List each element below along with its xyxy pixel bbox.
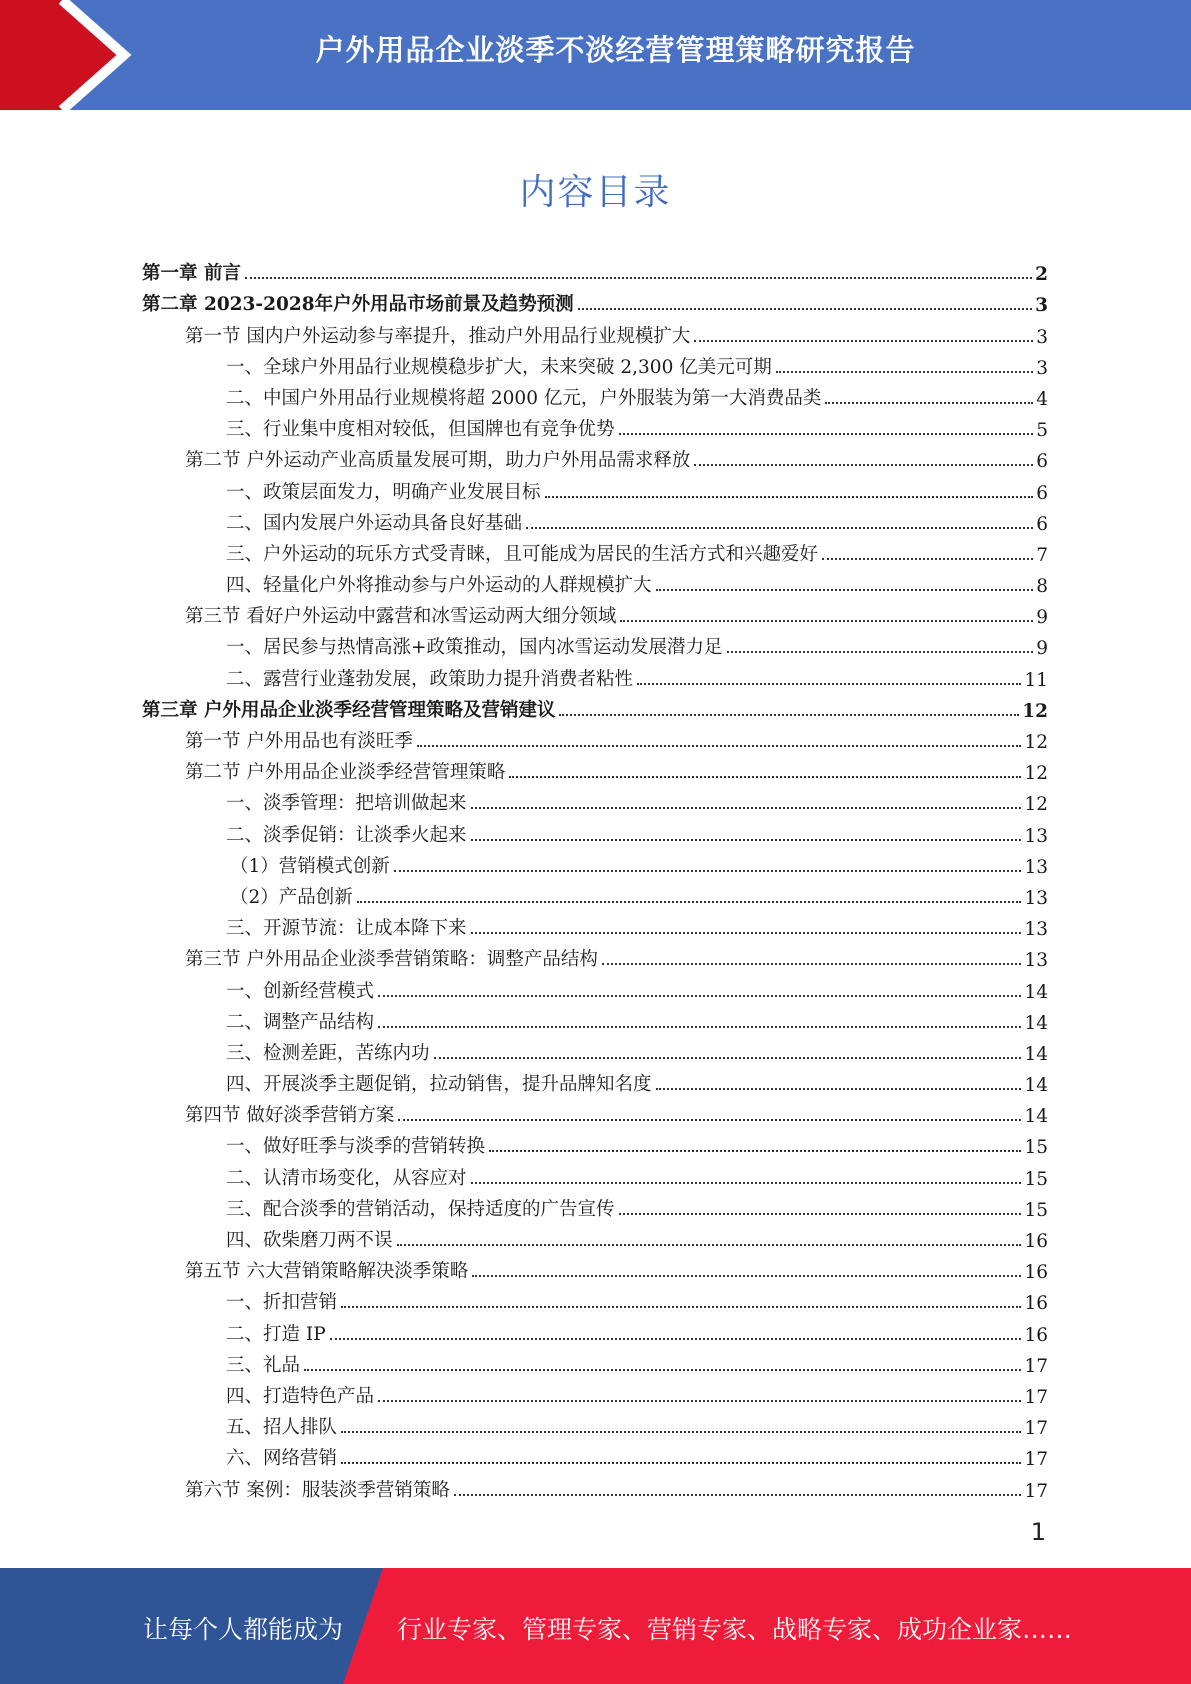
toc-entry-page: 5: [1036, 420, 1048, 442]
toc-entry-page: 16: [1024, 1231, 1048, 1252]
toc-entry-text: 一、政策层面发力，明确产业发展目标: [226, 481, 541, 503]
toc-entry-text: 四、轻量化户外将推动参与户外运动的人群规模扩大: [226, 575, 652, 597]
toc-entry-page: 3: [1036, 326, 1048, 348]
toc-entry-text: 第二章 2023-2028年户外用品市场前景及趋势预测: [142, 294, 574, 316]
toc-entry[interactable]: [142, 691, 1048, 722]
toc-entry[interactable]: [142, 1439, 1048, 1470]
toc-entry-page: 13: [1024, 919, 1048, 941]
toc-leader-dots: [619, 1213, 1022, 1215]
toc-entry-page: 7: [1036, 544, 1048, 566]
toc-leader-dots: [378, 1026, 1021, 1028]
toc-leader-dots: [330, 1338, 1022, 1340]
toc-entry-page: 2: [1035, 264, 1048, 286]
toc-entry-page: 17: [1024, 1449, 1048, 1471]
toc-entry-page: 9: [1036, 638, 1048, 660]
toc-leader-dots: [472, 1275, 1021, 1277]
toc-entry-text: 二、调整产品结构: [226, 1011, 375, 1033]
toc-entry[interactable]: [142, 379, 1048, 410]
toc-leader-dots: [619, 433, 1034, 435]
toc-entry-page: 14: [1024, 1043, 1048, 1065]
toc-entry-text: 一、居民参与热情高涨+政策推动，国内冰雪运动发展潜力足: [226, 637, 723, 659]
toc-entry-text: 三、行业集中度相对较低，但国牌也有竞争优势: [226, 419, 615, 441]
toc-entry-page: 4: [1036, 388, 1048, 410]
toc-entry-text: 一、创新经营模式: [226, 980, 375, 1002]
toc-leader-dots: [471, 807, 1022, 809]
toc-entry[interactable]: [142, 1346, 1048, 1377]
toc-leader-dots: [509, 776, 1021, 778]
toc-entry[interactable]: [142, 1221, 1048, 1252]
toc-entry-text: 第一章 前言: [142, 263, 241, 285]
toc-entry-text: 第六节 案例：服装淡季营销策略: [185, 1479, 450, 1501]
toc-entry-text: （1）营销模式创新: [230, 855, 390, 877]
toc-entry-text: 四、砍柴磨刀两不误: [226, 1230, 393, 1251]
chevron-arrow-icon: [0, 0, 160, 110]
toc-entry-page: 3: [1036, 357, 1048, 379]
toc-entry-page: 13: [1024, 825, 1048, 847]
toc-entry[interactable]: [142, 1034, 1048, 1065]
toc-entry[interactable]: [142, 815, 1048, 846]
toc-leader-dots: [397, 1244, 1022, 1246]
toc-leader-dots: [620, 620, 1033, 622]
toc-entry[interactable]: [142, 659, 1048, 690]
toc-entry[interactable]: [142, 1127, 1048, 1158]
toc-leader-dots: [694, 340, 1033, 342]
toc-entry[interactable]: [142, 1065, 1048, 1096]
toc-entry[interactable]: [142, 1314, 1048, 1345]
toc-entry[interactable]: [142, 878, 1048, 909]
toc-entry-page: 15: [1024, 1199, 1048, 1221]
toc-entry-page: 6: [1036, 513, 1048, 535]
toc-entry-text: 二、中国户外用品行业规模将超 2000 亿元，户外服装为第一大消费品类: [226, 387, 822, 409]
toc-entry-text: 第二节 户外用品企业淡季经营管理策略: [185, 762, 506, 784]
toc-leader-dots: [417, 745, 1022, 747]
toc-leader-dots: [471, 1182, 1022, 1184]
toc-entry[interactable]: [142, 940, 1048, 971]
toc-entry-page: 12: [1022, 700, 1048, 722]
toc-entry[interactable]: [142, 628, 1048, 659]
toc-leader-dots: [656, 1088, 1022, 1090]
toc-entry-page: 14: [1024, 981, 1048, 1003]
toc-entry-text: 一、折扣营销: [226, 1292, 338, 1314]
toc-entry-page: 8: [1036, 576, 1048, 598]
toc-entry-text: 三、户外运动的玩乐方式受青睐，且可能成为居民的生活方式和兴趣爱好: [226, 543, 819, 565]
toc-entry[interactable]: [142, 722, 1048, 753]
toc-entry[interactable]: [142, 847, 1048, 878]
toc-entry-page: 14: [1024, 1012, 1048, 1034]
footer-slogan-right: 行业专家、管理专家、营销专家、战略专家、成功企业家……: [397, 1615, 1073, 1644]
toc-entry-text: 四、打造特色产品: [226, 1385, 375, 1407]
toc-leader-dots: [434, 1057, 1022, 1059]
table-of-contents: [142, 254, 1048, 1502]
toc-entry-text: 四、开展淡季主题促销，拉动销售，提升品牌知名度: [226, 1074, 652, 1096]
toc-leader-dots: [398, 1119, 1021, 1121]
toc-entry-text: （2）产品创新: [230, 886, 353, 908]
toc-entry[interactable]: [142, 784, 1048, 815]
toc-leader-dots: [394, 870, 1022, 872]
toc-entry-text: 一、全球户外用品行业规模稳步扩大，未来突破 2,300 亿美元可期: [226, 356, 772, 378]
toc-entry-text: 第五节 六大营销策略解决淡季策略: [185, 1261, 469, 1283]
toc-entry-page: 14: [1024, 1106, 1048, 1128]
toc-entry-text: 二、国内发展户外运动具备良好基础: [226, 512, 523, 534]
toc-leader-dots: [656, 589, 1034, 591]
toc-leader-dots: [378, 1400, 1021, 1402]
toc-entry[interactable]: [142, 1283, 1048, 1314]
toc-entry-page: 17: [1024, 1418, 1048, 1440]
toc-entry[interactable]: [142, 535, 1048, 566]
toc-entry-text: 第二节 户外运动产业高质量发展可期，助力户外用品需求释放: [185, 450, 691, 472]
toc-entry-page: 16: [1024, 1324, 1048, 1346]
toc-leader-dots: [578, 308, 1033, 310]
toc-entry-page: 9: [1036, 607, 1048, 629]
toc-entry-text: 一、淡季管理：把培训做起来: [226, 793, 467, 815]
toc-leader-dots: [341, 1306, 1021, 1308]
toc-leader-dots: [304, 1369, 1021, 1371]
toc-entry[interactable]: [142, 1252, 1048, 1283]
toc-entry-page: 14: [1024, 1075, 1048, 1097]
toc-leader-dots: [825, 402, 1033, 404]
toc-entry-text: 二、露营行业蓬勃发展，政策助力提升消费者粘性: [226, 668, 634, 690]
toc-entry-text: 第三章 户外用品企业淡季经营管理策略及营销建议: [142, 699, 556, 721]
toc-entry-page: 12: [1024, 794, 1048, 816]
toc-entry-page: 15: [1024, 1137, 1048, 1159]
toc-entry[interactable]: [142, 1470, 1048, 1501]
toc-entry[interactable]: [142, 472, 1048, 503]
toc-entry-text: 五、招人排队: [226, 1417, 338, 1439]
toc-entry-text: 三、开源节流：让成本降下来: [226, 918, 467, 940]
toc-entry-page: 16: [1024, 1293, 1048, 1315]
toc-entry-text: 二、淡季促销：让淡季火起来: [226, 824, 467, 846]
toc-leader-dots: [545, 496, 1034, 498]
toc-entry-text: 三、配合淡季的营销活动，保持适度的广告宣传: [226, 1198, 615, 1220]
toc-entry-text: 第四节 做好淡季营销方案: [185, 1105, 395, 1127]
footer-banner: [0, 1568, 1191, 1684]
toc-entry-page: 12: [1024, 732, 1048, 753]
toc-entry-page: 15: [1024, 1168, 1048, 1190]
toc-entry-text: 第一节 户外用品也有淡旺季: [185, 731, 413, 752]
toc-leader-dots: [454, 1494, 1022, 1496]
toc-entry-text: 三、检测差距，苦练内功: [226, 1042, 430, 1064]
toc-title: 内容目录: [519, 172, 672, 213]
toc-entry-text: 一、做好旺季与淡季的营销转换: [226, 1136, 486, 1158]
toc-leader-dots: [776, 371, 1033, 373]
report-title: 户外用品企业淡季不淡经营管理策略研究报告: [315, 33, 916, 67]
toc-entry-page: 13: [1024, 856, 1048, 878]
toc-leader-dots: [471, 839, 1022, 841]
toc-leader-dots: [526, 527, 1033, 529]
toc-entry[interactable]: [142, 971, 1048, 1002]
toc-entry-text: 三、礼品: [226, 1354, 301, 1376]
toc-entry-page: 17: [1024, 1355, 1048, 1377]
toc-entry[interactable]: [142, 504, 1048, 535]
toc-entry-page: 11: [1024, 669, 1048, 691]
toc-entry-text: 第三节 户外用品企业淡季营销策略：调整产品结构: [185, 949, 598, 971]
toc-entry-text: 第三节 看好户外运动中露营和冰雪运动两大细分领域: [185, 606, 617, 628]
toc-entry[interactable]: [142, 1003, 1048, 1034]
toc-entry[interactable]: [142, 316, 1048, 347]
toc-leader-dots: [602, 963, 1022, 965]
header-banner: [0, 0, 1191, 110]
toc-entry[interactable]: [142, 410, 1048, 441]
toc-entry-text: 二、打造 IP: [226, 1323, 326, 1345]
toc-entry-text: 第一节 国内户外运动参与率提升，推动户外用品行业规模扩大: [185, 325, 691, 347]
toc-entry[interactable]: [142, 254, 1048, 285]
toc-entry[interactable]: [142, 1096, 1048, 1127]
page-number: 1: [1030, 1518, 1046, 1546]
toc-entry[interactable]: [142, 566, 1048, 597]
toc-leader-dots: [727, 651, 1034, 653]
toc-entry-page: 6: [1036, 451, 1048, 473]
toc-leader-dots: [489, 1150, 1021, 1152]
toc-entry[interactable]: [142, 285, 1048, 316]
toc-entry-page: 17: [1024, 1386, 1048, 1408]
footer-slogan-left: 让每个人都能成为: [143, 1615, 344, 1644]
toc-leader-dots: [357, 901, 1022, 903]
toc-entry-page: 12: [1024, 763, 1048, 785]
toc-entry[interactable]: [142, 1158, 1048, 1189]
toc-entry-text: 六、网络营销: [226, 1448, 338, 1470]
toc-entry[interactable]: [142, 348, 1048, 379]
toc-leader-dots: [694, 464, 1033, 466]
toc-leader-dots: [822, 558, 1033, 560]
toc-entry[interactable]: [142, 1377, 1048, 1408]
toc-entry[interactable]: [142, 909, 1048, 940]
toc-leader-dots: [378, 995, 1021, 997]
toc-leader-dots: [559, 714, 1019, 716]
toc-entry[interactable]: [142, 597, 1048, 628]
toc-entry-text: 二、认清市场变化，从容应对: [226, 1167, 467, 1189]
toc-leader-dots: [471, 932, 1022, 934]
toc-entry[interactable]: [142, 1190, 1048, 1221]
toc-leader-dots: [341, 1431, 1021, 1433]
toc-entry-page: 3: [1035, 295, 1048, 317]
toc-entry[interactable]: [142, 1408, 1048, 1439]
toc-leader-dots: [341, 1462, 1021, 1464]
toc-leader-dots: [637, 683, 1021, 685]
toc-entry-page: 17: [1024, 1480, 1048, 1502]
toc-entry[interactable]: [142, 753, 1048, 784]
toc-entry-page: 16: [1024, 1262, 1048, 1284]
toc-entry[interactable]: [142, 441, 1048, 472]
toc-leader-dots: [245, 277, 1032, 279]
toc-entry-page: 13: [1024, 950, 1048, 972]
toc-entry-page: 6: [1036, 482, 1048, 504]
toc-entry-page: 13: [1024, 887, 1048, 909]
